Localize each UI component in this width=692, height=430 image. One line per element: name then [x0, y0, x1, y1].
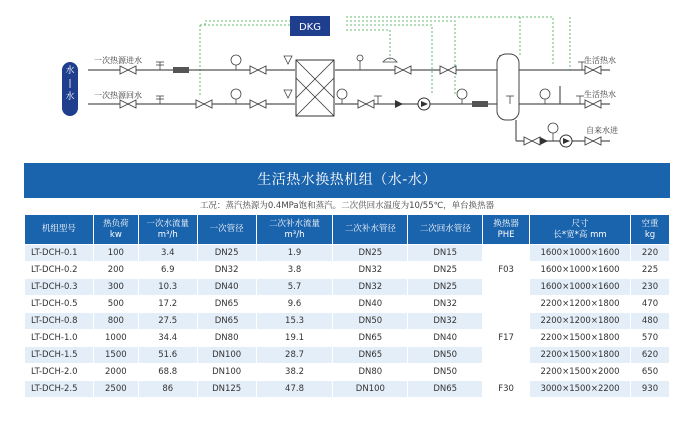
header-return-pipe: 二次回水管径 [408, 215, 482, 244]
cell-heat-load: 1000 [94, 330, 138, 346]
tap-water-in-label: 自来水进 [586, 126, 618, 135]
cell-makeup-flow: 1.9 [257, 245, 333, 261]
filter-icon [472, 101, 488, 107]
cell-primary-flow: 68.8 [139, 364, 197, 380]
cell-makeup-pipe: DN80 [333, 364, 407, 380]
cell-model: LT-DCH-0.1 [25, 245, 93, 261]
table-row [25, 381, 669, 397]
cell-heat-load: 2500 [94, 381, 138, 397]
cell-model: LT-DCH-1.5 [25, 347, 93, 363]
cell-return-pipe: DN25 [408, 279, 482, 295]
hot-water-out-label-1: 生活热水 [584, 56, 616, 65]
cell-size: 2200×1200×1800 [530, 296, 630, 312]
cell-makeup-flow: 19.1 [257, 330, 333, 346]
operating-condition-note: 工况：蒸汽热源为0.4MPa饱和蒸汽。二次供回水温度为10/55℃，单台换热器 [199, 201, 495, 211]
header-primary-flow: 一次水流量 m³/h [139, 215, 197, 244]
cell-size: 1600×1000×1600 [530, 245, 630, 261]
table-row [25, 313, 669, 329]
cell-primary-pipe: DN100 [198, 347, 256, 363]
cell-primary-pipe: DN40 [198, 279, 256, 295]
badge-char-3: 水 [65, 92, 75, 102]
cell-phe: F17 [483, 296, 529, 380]
table-title: 生活热水换热机组（水-水） [24, 163, 670, 198]
cell-primary-pipe: DN25 [198, 245, 256, 261]
cell-return-pipe: DN32 [408, 296, 482, 312]
table-row [25, 364, 669, 380]
cell-heat-load: 300 [94, 279, 138, 295]
cell-return-pipe: DN50 [408, 364, 482, 380]
system-schematic [0, 0, 692, 160]
cell-heat-load: 2000 [94, 364, 138, 380]
table-row [25, 245, 669, 261]
dkg-label: DKG [298, 22, 322, 33]
cell-heat-load: 500 [94, 296, 138, 312]
water-water-badge [62, 62, 78, 116]
cell-weight: 220 [631, 245, 669, 261]
primary-supply-label: 一次热源进水 [94, 56, 142, 65]
cell-primary-pipe: DN32 [198, 262, 256, 278]
cell-size: 1600×1000×1600 [530, 262, 630, 278]
cell-return-pipe: DN15 [408, 245, 482, 261]
cell-primary-pipe: DN65 [198, 296, 256, 312]
cell-makeup-pipe: DN25 [333, 245, 407, 261]
cell-makeup-pipe: DN65 [333, 330, 407, 346]
hot-water-out-label-2: 生活热水 [584, 90, 616, 99]
cell-makeup-pipe: DN65 [333, 347, 407, 363]
cell-weight: 620 [631, 347, 669, 363]
cell-primary-flow: 27.5 [139, 313, 197, 329]
header-heat-load: 热负荷 kw [94, 215, 138, 244]
cell-return-pipe: DN65 [408, 381, 482, 397]
cell-primary-flow: 6.9 [139, 262, 197, 278]
cell-return-pipe: DN50 [408, 347, 482, 363]
table-row [25, 296, 669, 312]
cell-weight: 570 [631, 330, 669, 346]
header-model: 机组型号 [25, 215, 93, 244]
table-header-row [25, 215, 669, 244]
cell-primary-flow: 86 [139, 381, 197, 397]
storage-tank-icon [497, 54, 519, 120]
cell-heat-load: 200 [94, 262, 138, 278]
cell-model: LT-DCH-0.5 [25, 296, 93, 312]
cell-model: LT-DCH-0.3 [25, 279, 93, 295]
cell-makeup-pipe: DN32 [333, 279, 407, 295]
cell-model: LT-DCH-1.0 [25, 330, 93, 346]
heat-exchanger-icon [296, 60, 334, 116]
pipes [88, 55, 610, 141]
cell-makeup-flow: 9.6 [257, 296, 333, 312]
cell-primary-pipe: DN65 [198, 313, 256, 329]
cell-makeup-flow: 28.7 [257, 347, 333, 363]
cell-size: 1600×1000×1600 [530, 279, 630, 295]
cell-heat-load: 800 [94, 313, 138, 329]
cell-model: LT-DCH-2.0 [25, 364, 93, 380]
badge-char-2: | [68, 79, 72, 89]
cell-primary-flow: 51.6 [139, 347, 197, 363]
cell-weight: 650 [631, 364, 669, 380]
cell-size: 2200×1500×1800 [530, 347, 630, 363]
cell-makeup-flow: 3.8 [257, 262, 333, 278]
cell-makeup-flow: 38.2 [257, 364, 333, 380]
header-makeup-pipe: 二次补水管径 [333, 215, 407, 244]
cell-primary-flow: 17.2 [139, 296, 197, 312]
cell-heat-load: 100 [94, 245, 138, 261]
cell-makeup-flow: 15.3 [257, 313, 333, 329]
cell-primary-pipe: DN125 [198, 381, 256, 397]
cell-primary-flow: 10.3 [139, 279, 197, 295]
table-row [25, 347, 669, 363]
header-phe: 换热器 PHE [483, 215, 529, 244]
cell-return-pipe: DN32 [408, 313, 482, 329]
cell-size: 2200×1500×1800 [530, 330, 630, 346]
sensor-icons [156, 55, 586, 104]
header-primary-pipe: 一次管径 [198, 215, 256, 244]
cell-weight: 225 [631, 262, 669, 278]
cell-makeup-pipe: DN32 [333, 262, 407, 278]
cell-phe: F30 [483, 381, 529, 397]
cell-weight: 470 [631, 296, 669, 312]
table-body [25, 245, 669, 397]
cell-makeup-flow: 5.7 [257, 279, 333, 295]
spec-table [24, 214, 670, 398]
cell-primary-flow: 34.4 [139, 330, 197, 346]
header-makeup-flow: 二次补水流量 m³/h [257, 215, 333, 244]
cell-weight: 930 [631, 381, 669, 397]
cell-primary-pipe: DN80 [198, 330, 256, 346]
cell-model: LT-DCH-0.8 [25, 313, 93, 329]
cell-makeup-flow: 47.8 [257, 381, 333, 397]
primary-return-label: 一次热源回水 [94, 91, 142, 100]
cell-phe: F03 [483, 245, 529, 295]
table-row [25, 262, 669, 278]
cell-weight: 230 [631, 279, 669, 295]
cell-heat-load: 1500 [94, 347, 138, 363]
cell-model: LT-DCH-2.5 [25, 381, 93, 397]
cell-return-pipe: DN40 [408, 330, 482, 346]
table-row [25, 330, 669, 346]
cell-makeup-pipe: DN100 [333, 381, 407, 397]
cell-size: 3000×1500×2200 [530, 381, 630, 397]
badge-char-1: 水 [65, 66, 75, 76]
filter-icon [173, 67, 189, 73]
cell-model: LT-DCH-0.2 [25, 262, 93, 278]
cell-makeup-pipe: DN50 [333, 313, 407, 329]
cell-primary-flow: 3.4 [139, 245, 197, 261]
cell-size: 2200×1500×2000 [530, 364, 630, 380]
header-weight: 空重 kg [631, 215, 669, 244]
cell-weight: 480 [631, 313, 669, 329]
header-size: 尺寸 长*宽*高 mm [530, 215, 630, 244]
cell-makeup-pipe: DN40 [333, 296, 407, 312]
valve-icons [120, 66, 601, 145]
cell-primary-pipe: DN100 [198, 364, 256, 380]
pump-icons [418, 98, 572, 147]
cell-return-pipe: DN25 [408, 262, 482, 278]
table-row [25, 279, 669, 295]
cell-size: 2200×1200×1800 [530, 313, 630, 329]
